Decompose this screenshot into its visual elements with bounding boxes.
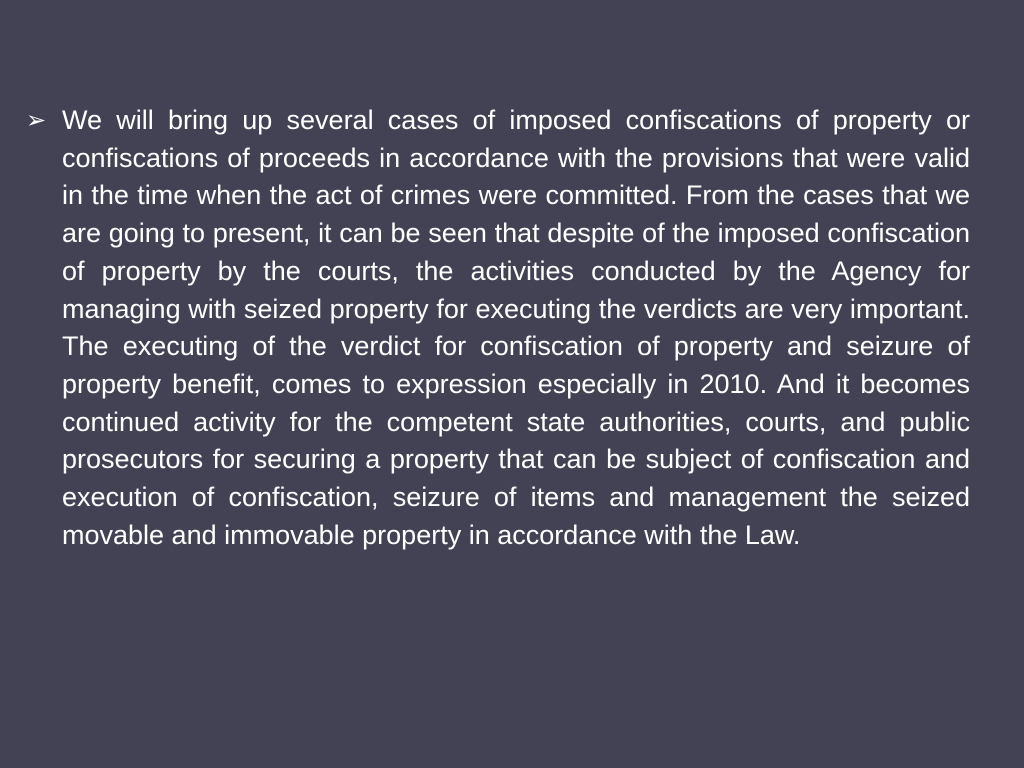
bullet-item: [26, 102, 970, 554]
bullet-text: We will bring up several cases of imposed confiscations of property or confiscations of proceeds in accordance with the provisions that were valid in the time when the act of crimes were committed. From the cases that we are going to present, it can be seen that despite of the imposed confiscation of property by the courts, the activities conducted by the Agency for managing with seized property for executing the verdicts are very important. The executing of the verdict for confiscation of property and seizure of property benefit, comes to expression especially in 2010. And it becomes continued activity for the competent state authorities, courts, and public prosecutors for securing a property that can be subject of confiscation and execution of confiscation, seizure of items and management the seized movable and immovable property in accordance with the Law.: [62, 105, 970, 550]
arrowhead-bullet-icon: ➢: [26, 107, 47, 134]
